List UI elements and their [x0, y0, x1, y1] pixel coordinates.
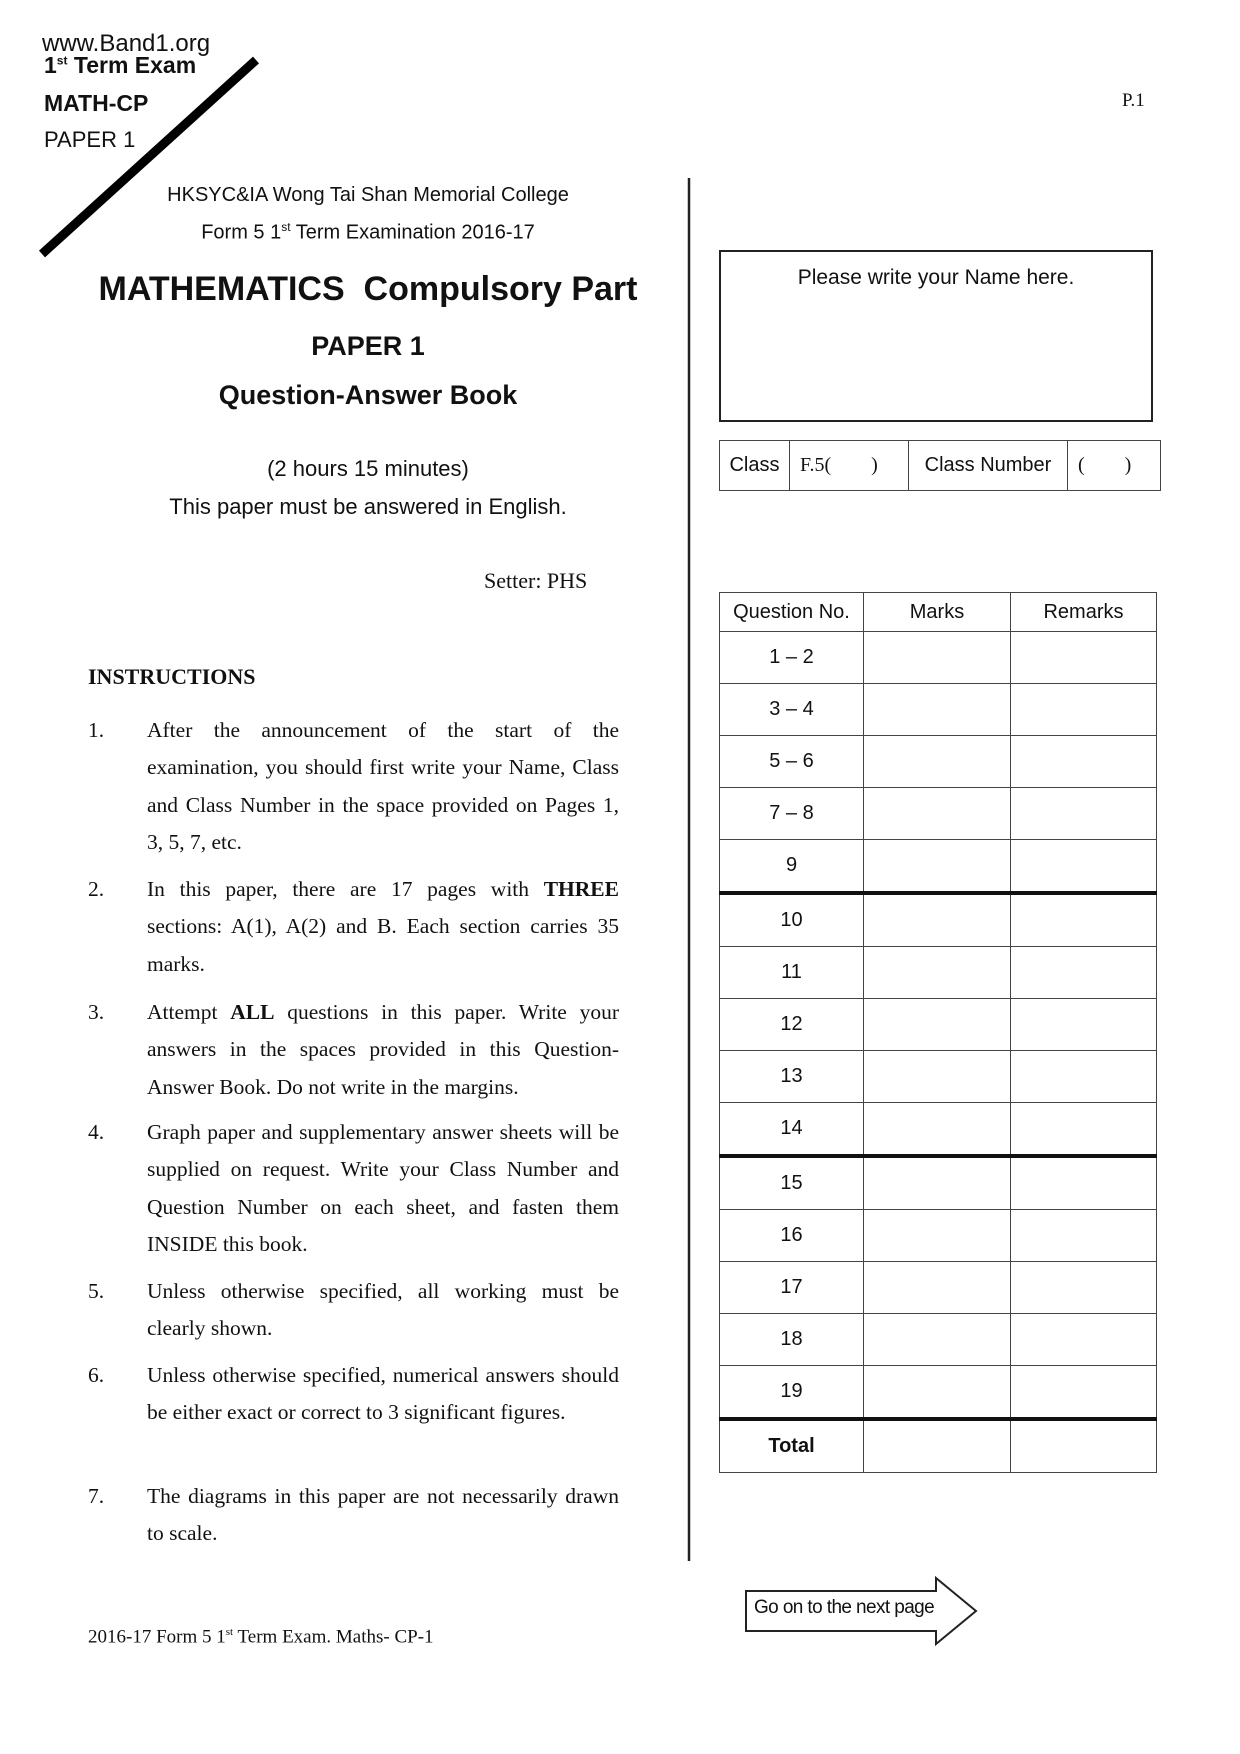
instruction-text — [147, 1273, 619, 1348]
question-number: 5 – 6 — [720, 736, 864, 788]
class-field[interactable]: F.5( ) — [790, 441, 909, 491]
class-label: Class — [720, 441, 790, 491]
instruction-fragment: Unless otherwise specified, all working must be clearly shown. — [147, 1279, 619, 1341]
instruction-number: 6. — [88, 1363, 105, 1387]
header-remarks: Remarks — [1011, 593, 1157, 632]
corner-term: 1st Term Exam — [44, 52, 197, 78]
instruction-emphasis: ALL — [230, 1000, 275, 1024]
question-number: 9 — [720, 840, 864, 894]
instruction-fragment: Unless otherwise specified, numerical answers should be either exact or correct to 3 significant figures. — [147, 1363, 619, 1425]
marks-cell[interactable] — [864, 1262, 1011, 1314]
table-row — [720, 1103, 1157, 1157]
instruction-number: 4. — [88, 1120, 105, 1144]
remarks-cell[interactable] — [1011, 1156, 1157, 1210]
total-row — [720, 1419, 1157, 1473]
next-page-label: Go on to the next page — [754, 1597, 935, 1618]
remarks-cell[interactable] — [1011, 1314, 1157, 1366]
instruction-text — [147, 1357, 619, 1432]
marks-cell[interactable] — [864, 736, 1011, 788]
instruction-number: 1. — [88, 718, 105, 742]
table-row — [720, 736, 1157, 788]
language-note: This paper must be answered in English. — [169, 494, 567, 519]
table-row — [720, 947, 1157, 999]
question-number: 1 – 2 — [720, 632, 864, 684]
instruction-item — [88, 994, 619, 1106]
table-row — [720, 632, 1157, 684]
instruction-number: 5. — [88, 1279, 105, 1303]
remarks-cell[interactable] — [1011, 684, 1157, 736]
remarks-cell[interactable] — [1011, 788, 1157, 840]
watermark: www.Band1.org — [42, 30, 211, 57]
question-number: 3 – 4 — [720, 684, 864, 736]
corner-subject: MATH-CP — [44, 90, 149, 116]
total-marks-cell[interactable] — [864, 1419, 1011, 1473]
marks-cell[interactable] — [864, 1210, 1011, 1262]
instruction-fragment: questions in this paper. Write your answers in the spaces provided in this Question-Answer Book. Do not write in the margins. — [147, 1000, 619, 1099]
total-label: Total — [720, 1419, 864, 1473]
page-title: MATHEMATICS Compulsory Part — [98, 270, 638, 308]
remarks-cell[interactable] — [1011, 999, 1157, 1051]
name-box-prompt: Please write your Name here. — [797, 266, 1075, 289]
instruction-text — [147, 712, 619, 862]
question-number: 16 — [720, 1210, 864, 1262]
instruction-number: 7. — [88, 1484, 105, 1508]
question-number: 15 — [720, 1156, 864, 1210]
table-row — [720, 1156, 1157, 1210]
remarks-cell[interactable] — [1011, 1262, 1157, 1314]
instruction-number: 3. — [88, 1000, 105, 1024]
instruction-fragment: After the announcement of the start of the examination, you should first write your Name, Class and Class Number in the space provided on Pages 1, 3, 5, 7, etc. — [147, 718, 619, 855]
table-row — [720, 1051, 1157, 1103]
instruction-number: 2. — [88, 877, 105, 901]
table-row — [720, 999, 1157, 1051]
marks-cell[interactable] — [864, 684, 1011, 736]
instruction-fragment: The diagrams in this paper are not necessarily drawn to scale. — [147, 1484, 619, 1546]
school-name: HKSYC&IA Wong Tai Shan Memorial College — [167, 184, 569, 206]
remarks-cell[interactable] — [1011, 736, 1157, 788]
remarks-cell[interactable] — [1011, 1051, 1157, 1103]
remarks-cell[interactable] — [1011, 632, 1157, 684]
table-row — [720, 893, 1157, 947]
marks-cell[interactable] — [864, 632, 1011, 684]
marks-cell[interactable] — [864, 1051, 1011, 1103]
class-number-field[interactable]: ( ) — [1068, 441, 1161, 491]
question-number: 14 — [720, 1103, 864, 1157]
instruction-item — [88, 1114, 619, 1264]
marks-cell[interactable] — [864, 788, 1011, 840]
instruction-text — [147, 1114, 619, 1264]
class-number-label: Class Number — [909, 441, 1068, 491]
question-number: 18 — [720, 1314, 864, 1366]
duration: (2 hours 15 minutes) — [267, 456, 469, 481]
instruction-text — [147, 871, 619, 983]
question-number: 10 — [720, 893, 864, 947]
exam-name: Form 5 1st Term Examination 2016-17 — [201, 220, 535, 244]
table-row — [720, 788, 1157, 840]
remarks-cell[interactable] — [1011, 840, 1157, 894]
instruction-text — [147, 994, 619, 1106]
table-row — [720, 1262, 1157, 1314]
table-row — [720, 1210, 1157, 1262]
footer: 2016-17 Form 5 1st Term Exam. Maths- CP-1 — [88, 1626, 434, 1648]
total-remarks-cell[interactable] — [1011, 1419, 1157, 1473]
table-row — [720, 840, 1157, 894]
marks-table — [719, 592, 1157, 1473]
instruction-emphasis: THREE — [543, 877, 619, 901]
table-row — [720, 684, 1157, 736]
question-number: 19 — [720, 1366, 864, 1420]
table-row — [720, 1314, 1157, 1366]
instruction-item — [88, 1478, 619, 1553]
header-marks: Marks — [864, 593, 1011, 632]
marks-cell[interactable] — [864, 1103, 1011, 1157]
instruction-item — [88, 1357, 619, 1432]
marks-cell[interactable] — [864, 1314, 1011, 1366]
instruction-fragment: Graph paper and supplementary answer sheets will be supplied on request. Write your Class Number and Question Number on each sheet, and fasten them INSIDE this book. — [147, 1120, 619, 1257]
instruction-item — [88, 1273, 619, 1348]
marks-cell[interactable] — [864, 999, 1011, 1051]
instruction-item — [88, 712, 619, 862]
page-label: P.1 — [1122, 90, 1145, 111]
instructions-heading: INSTRUCTIONS — [88, 664, 256, 689]
instruction-text — [147, 1478, 619, 1553]
instruction-fragment: sections: A(1), A(2) and B. Each section carries 35 marks. — [147, 914, 619, 976]
corner-paper: PAPER 1 — [44, 127, 136, 152]
remarks-cell[interactable] — [1011, 893, 1157, 947]
paper-title: PAPER 1 — [311, 331, 425, 361]
header-question-no: Question No. — [720, 593, 864, 632]
setter: Setter: PHS — [484, 568, 588, 593]
remarks-cell[interactable] — [1011, 1103, 1157, 1157]
marks-cell[interactable] — [864, 893, 1011, 947]
marks-cell[interactable] — [864, 1366, 1011, 1420]
question-number: 13 — [720, 1051, 864, 1103]
remarks-cell[interactable] — [1011, 1210, 1157, 1262]
class-table — [719, 440, 1161, 491]
remarks-cell[interactable] — [1011, 947, 1157, 999]
marks-cell[interactable] — [864, 947, 1011, 999]
question-number: 11 — [720, 947, 864, 999]
instruction-fragment: Attempt — [147, 1000, 231, 1024]
marks-cell[interactable] — [864, 1156, 1011, 1210]
question-number: 12 — [720, 999, 864, 1051]
instruction-fragment: In this paper, there are 17 pages with — [147, 877, 544, 901]
name-box[interactable] — [719, 250, 1153, 422]
marks-cell[interactable] — [864, 840, 1011, 894]
table-row — [720, 1366, 1157, 1420]
question-number: 7 – 8 — [720, 788, 864, 840]
question-number: 17 — [720, 1262, 864, 1314]
remarks-cell[interactable] — [1011, 1366, 1157, 1420]
instruction-item — [88, 871, 619, 983]
book-title: Question-Answer Book — [218, 380, 518, 410]
